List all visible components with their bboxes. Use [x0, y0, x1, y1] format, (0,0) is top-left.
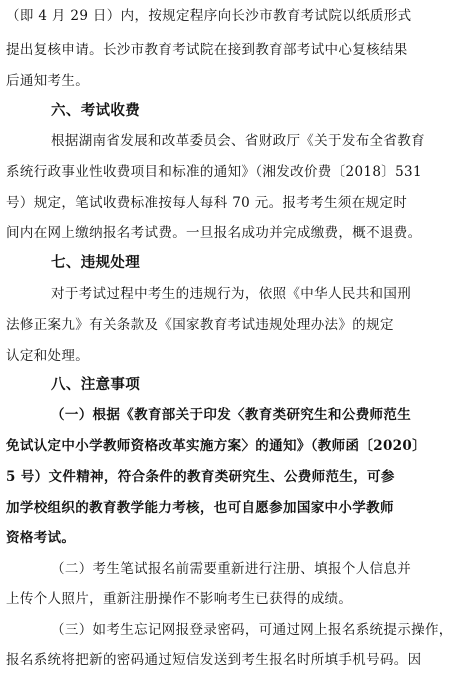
text-line-15: 免试认定中小学教师资格改革实施方案〉的通知》（教师函〔2020〕	[6, 438, 427, 454]
text-line-17: 加学校组织的教育教学能力考核，也可自愿参加国家中小学教师	[6, 500, 394, 516]
text-line-1: （即 4 月 29 日）内，按规定程序向长沙市教育考试院以纸质形式	[6, 8, 412, 24]
text-line-8: 间内在网上缴纳报名考试费。一旦报名成功并完成缴费，概不退费。	[6, 225, 422, 241]
section-heading-fees: 六、考试收费	[51, 102, 141, 119]
text-line-11: 法修正案九》有关条款及《国家教育考试违规处理办法》的规定	[6, 317, 394, 333]
section-heading-violations: 七、违规处理	[51, 254, 141, 271]
text-line-18: 资格考试。	[6, 530, 76, 546]
text-line-16: 5 号）文件精神，符合条件的教育类研究生、公费师范生，可参	[6, 469, 395, 485]
text-line-7: 号）规定，笔试收费标准按每人每科 70 元。报考考生须在规定时	[6, 195, 408, 211]
text-line-21: （三）如考生忘记网报登录密码，可通过网上报名系统提示操作，	[51, 622, 453, 638]
text-line-14: （一）根据《教育部关于印发〈教育类研究生和公费师范生	[51, 407, 412, 423]
text-line-10: 对于考试过程中考生的违规行为，依照《中华人民共和国刑	[51, 286, 412, 302]
text-line-5: 根据湖南省发展和改革委员会、省财政厅《关于发布全省教育	[51, 133, 425, 149]
text-line-6: 系统行政事业性收费项目和标准的通知》（湘发改价费〔2018〕531	[6, 164, 422, 180]
text-line-3: 后通知考生。	[6, 73, 90, 89]
text-line-22: 报名系统将把新的密码通过短信发送到考生报名时所填手机号码。因	[6, 652, 422, 668]
text-line-2: 提出复核申请。长沙市教育考试院在接到教育部考试中心复核结果	[6, 42, 408, 58]
text-line-19: （二）考生笔试报名前需要重新进行注册、填报个人信息并	[51, 561, 412, 577]
text-line-20: 上传个人照片，重新注册操作不影响考生已获得的成绩。	[6, 591, 353, 607]
section-heading-notes: 八、注意事项	[51, 376, 141, 393]
text-line-12: 认定和处理。	[6, 348, 90, 364]
